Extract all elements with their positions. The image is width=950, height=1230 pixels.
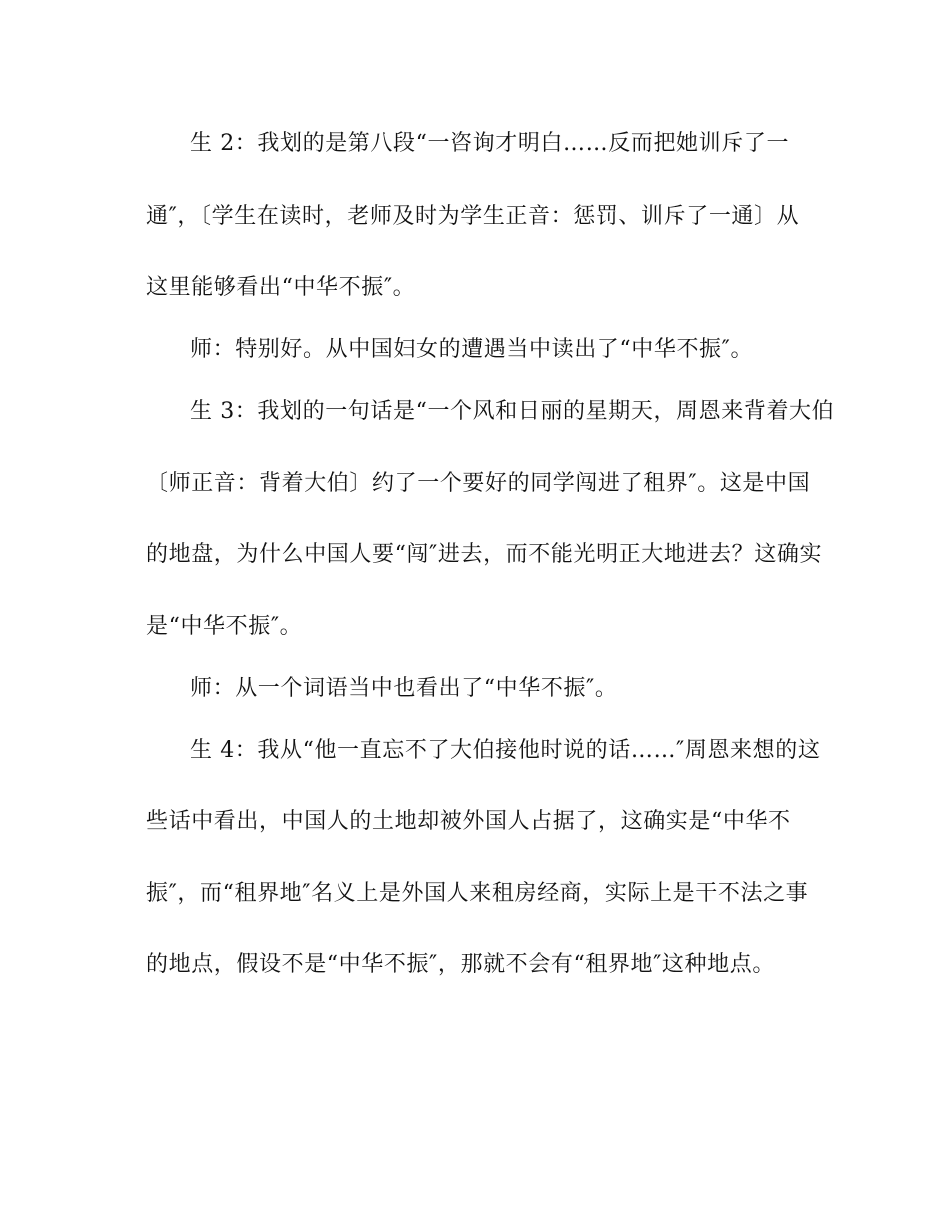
paragraph-line: 生 3：我划的一句话是“一个风和日丽的星期天，周恩来背着大伯 bbox=[190, 399, 835, 424]
paragraph-line: 师：从一个词语当中也看出了“中华不振″。 bbox=[190, 676, 618, 701]
paragraph-line: 的地盘，为什么中国人要“闯″进去，而不能光明正大地进去？这确实 bbox=[146, 542, 823, 567]
paragraph-line: 〔师正音：背着大伯〕约了一个要好的同学闯进了租界″。这是中国 bbox=[146, 471, 811, 496]
paragraph-line: 是“中华不振″。 bbox=[146, 614, 303, 639]
paragraph-line: 振″，而“租界地″名义上是外国人来租房经商，实际上是干不法之事 bbox=[146, 881, 809, 906]
paragraph-line: 生 4：我从“他一直忘不了大伯接他时说的话……″周恩来想的这 bbox=[190, 738, 821, 763]
paragraph-line: 的地点，假设不是“中华不振″，那就不会有“租界地″这种地点。 bbox=[146, 952, 775, 977]
paragraph-line: 师：特别好。从中国妇女的遭遇当中读出了“中华不振″。 bbox=[190, 337, 754, 362]
paragraph-line: 生 2：我划的是第八段“一咨询才明白……反而把她训斥了一 bbox=[190, 131, 790, 156]
paragraph-line: 通″，〔学生在读时，老师及时为学生正音：惩罚、训斥了一通〕从 bbox=[146, 204, 800, 229]
paragraph-line: 些话中看出，中国人的土地却被外国人占据了，这确实是“中华不 bbox=[146, 809, 791, 834]
paragraph-line: 这里能够看出“中华不振″。 bbox=[146, 275, 416, 300]
